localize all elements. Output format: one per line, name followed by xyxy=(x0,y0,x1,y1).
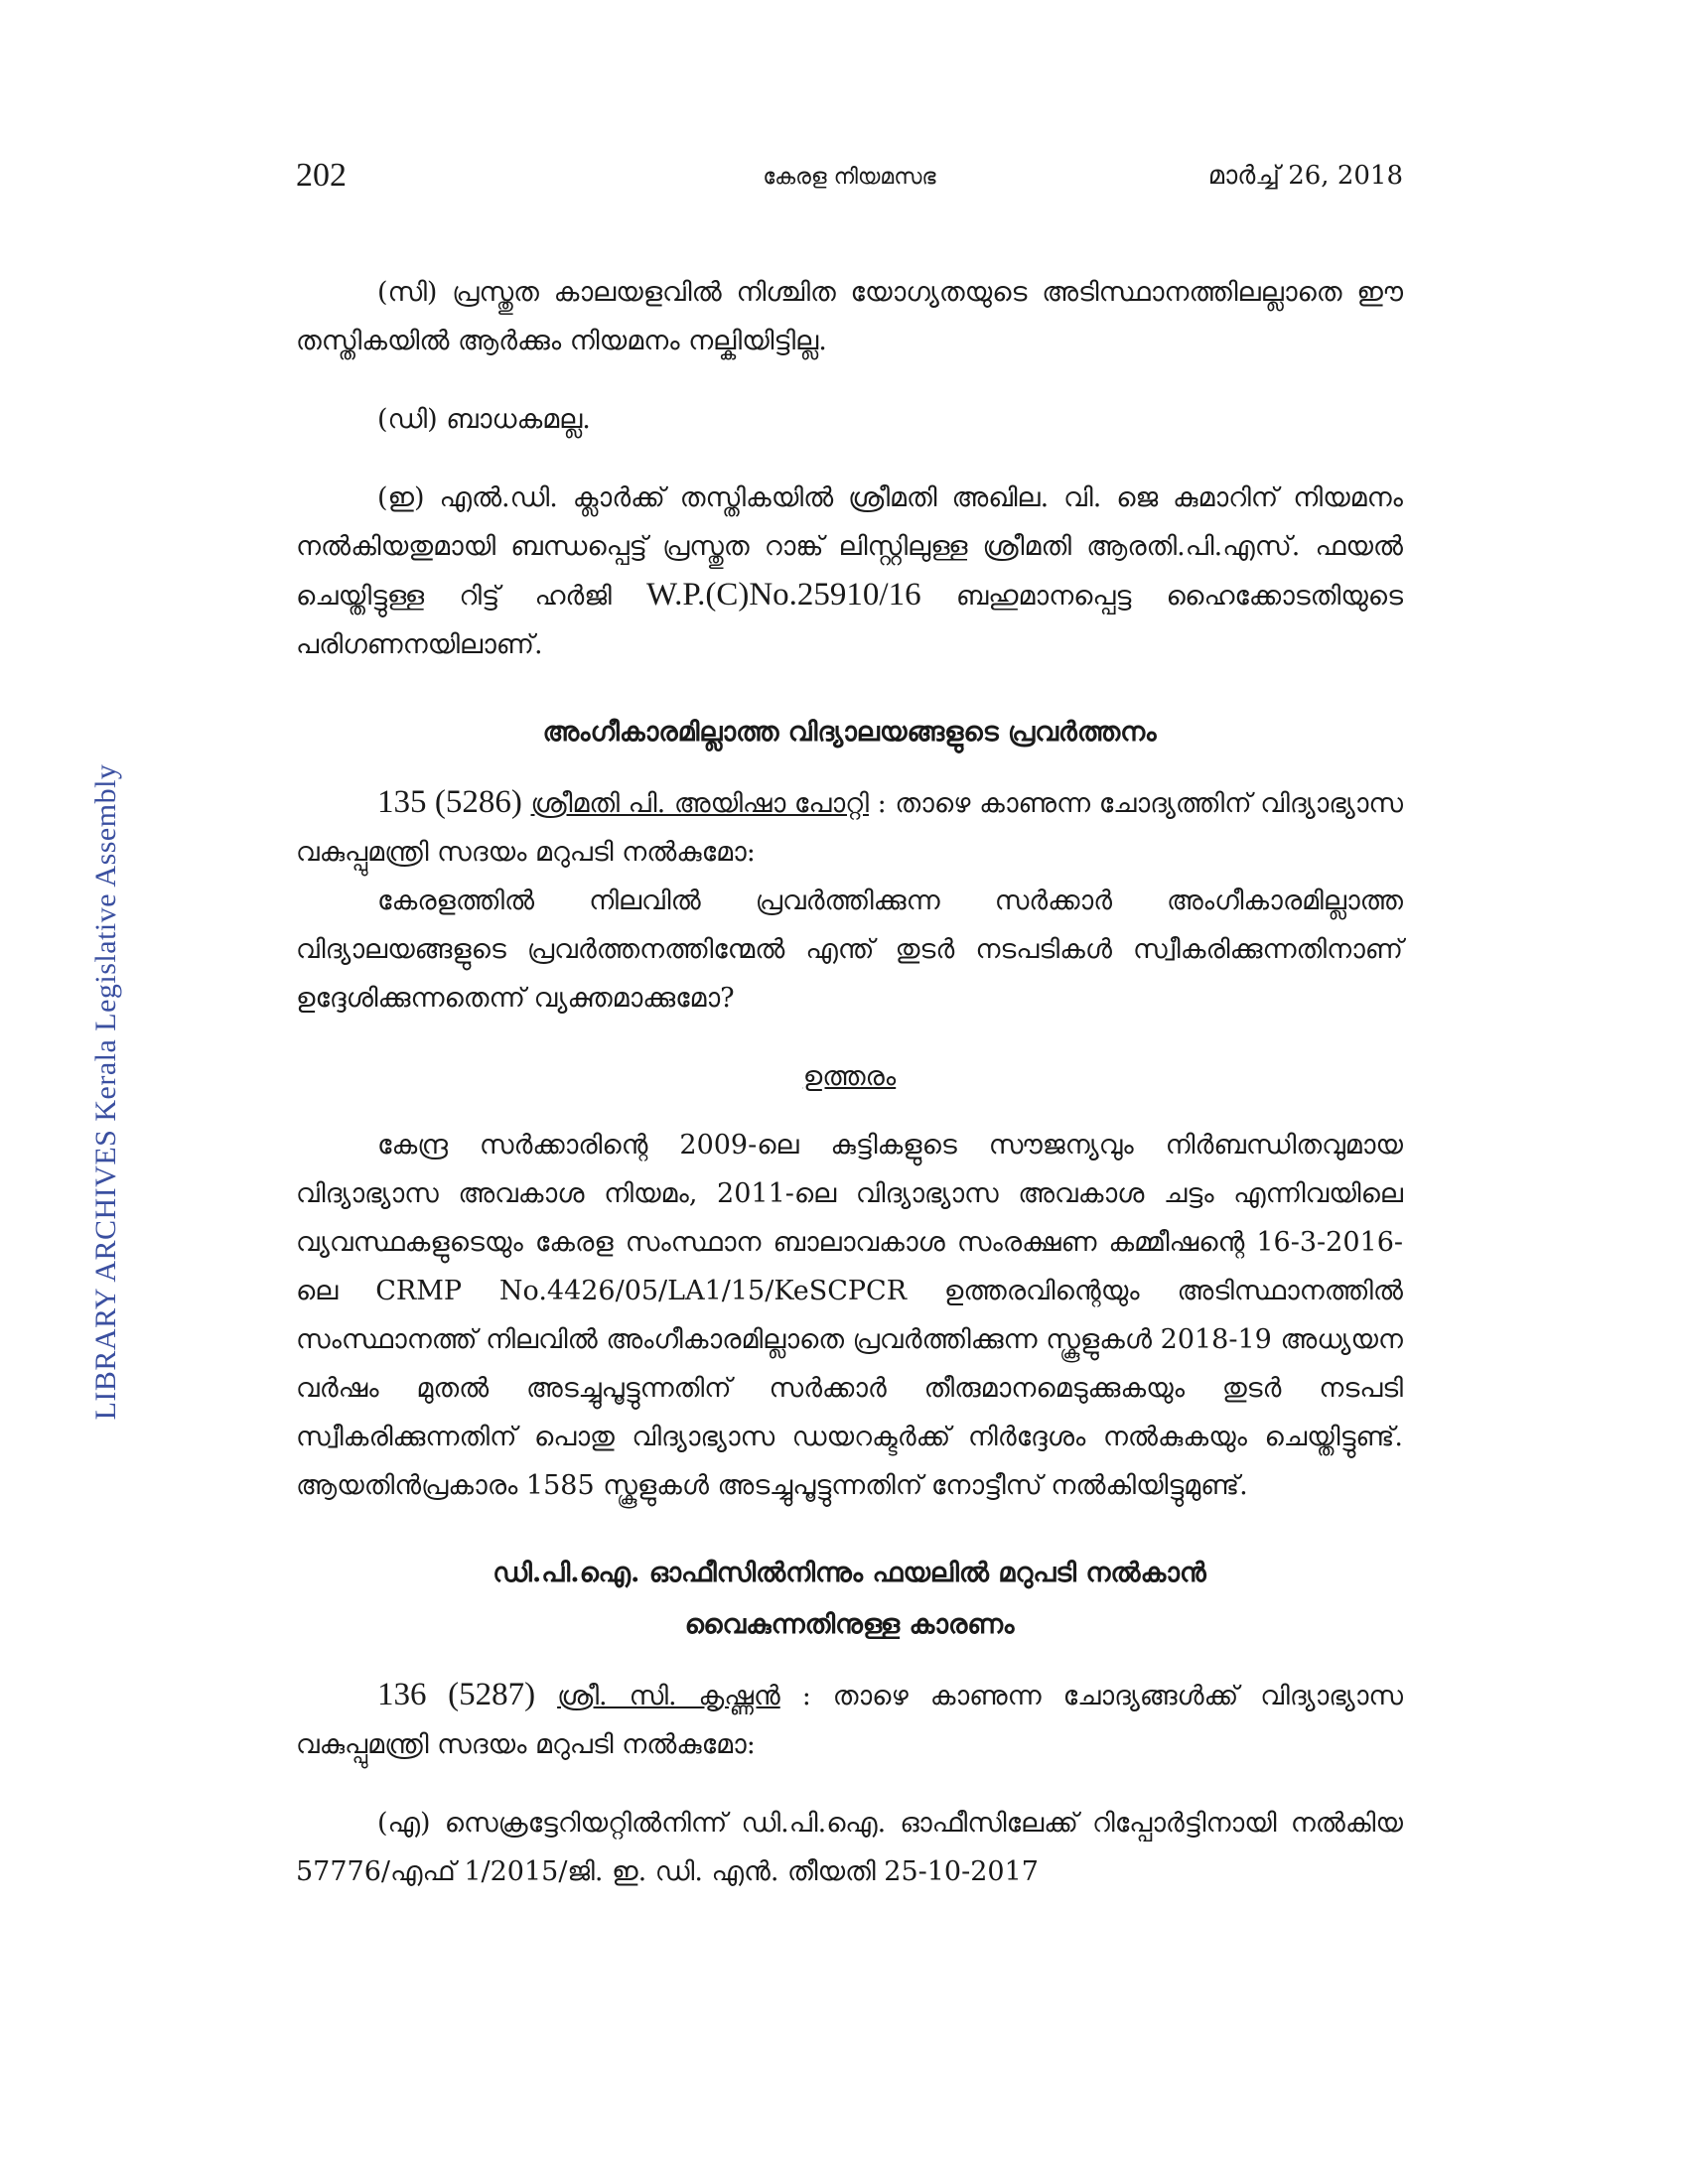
answer-135-text: കേന്ദ്ര സർക്കാരിന്റെ 2009-ലെ കുട്ടികളുടെ സൗജന്യവും നിർബന്ധിതവുമായ വിദ്യാഭ്യാസ അവകാശ നിയമം, 2011-ലെ വിദ്യാഭ്യാസ അവകാശ ചട്ടം എന്നിവയിലെ വ്യവസ്ഥകളുടെയും കേരള സംസ്ഥാന ബാലാവകാശ സംരക്ഷണ കമ്മീഷന്റെ 16-3-2016-ലെ CRMP No.4426/05/LA1/15/KeSCPCR ഉത്തരവിന്റെയും അടിസ്ഥാനത്തിൽ സംസ്ഥാനത്ത് നിലവിൽ അംഗീകാരമില്ലാതെ പ്രവർത്തിക്കുന്ന സ്കൂളുകൾ 2018-19 അധ്യയന വർഷം മുതൽ അടച്ചുപൂട്ടുന്നതിന് സർക്കാർ തീരുമാനമെടുക്കുകയും തുടർ നടപടി സ്വീകരിക്കുന്നതിന് പൊതു വിദ്യാഭ്യാസ ഡയറക്ടർക്ക് നിർദ്ദേശം നൽകുകയും ചെയ്തിട്ടുണ്ട്. ആയതിൻപ്രകാരം 1585 സ്കൂളുകൾ അടച്ചുപൂട്ടുന്നതിന് നോട്ടീസ് നൽകിയിട്ടുമുണ്ട്. xyxy=(296,1130,1403,1501)
page-header xyxy=(296,157,1403,206)
reply-c: (സി) പ്രസ്തുത കാലയളവിൽ നിശ്ചിത യോഗ്യതയുടെ അടിസ്ഥാനത്തിലല്ലാതെ ഈ തസ്തികയിൽ ആർക്കും നിയമനം നല്കിയിട്ടില്ല. xyxy=(296,277,1403,356)
question-136-intro xyxy=(296,1671,1403,1769)
question-135-intro xyxy=(296,778,1403,877)
writ-petition-number: W.P.(C)No.25910/16 xyxy=(646,577,921,613)
reply-d: (ഡി) ബാധകമല്ല. xyxy=(377,404,591,435)
archive-watermark: LIBRARY ARCHIVES Kerala Legislative Assembly xyxy=(89,763,122,1421)
reply-e-end: ബഹുമാനപ്പെട്ട ഹൈക്കോടതിയുടെ പരിഗണനയിലാണ്. xyxy=(296,581,1403,660)
reply-e-text: (ഇ) എൽ.ഡി. ക്ലാർക്ക് തസ്തികയിൽ ശ്രീമതി അഖില. വി. ജെ കുമാറിന് നിയമനം നൽകിയതുമായി ബന്ധപ്പെട്ട് പ്രസ്തുത റാങ്ക് ലിസ്റ്റിലുള്ള ശ്രീമതി ആരതി.പി.എസ്. ഫയൽ ചെയ്തിട്ടുള്ള റിട്ട് ഹർജി xyxy=(296,482,1403,612)
question-135-text: കേരളത്തിൽ നിലവിൽ പ്രവർത്തിക്കുന്ന സർക്കാർ അംഗീകാരമില്ലാത്ത വിദ്യാലയങ്ങളുടെ പ്രവർത്തനത്തിന്മേൽ എന്ത് തുടർ നടപടികൾ സ്വീകരിക്കുന്നതിനാണ് ഉദ്ദേശിക്കുന്നതെന്ന് വ്യക്തമാക്കുമോ? xyxy=(296,886,1403,1014)
question-136-member: ശ്രീ. സി. കൃഷ്ണൻ xyxy=(557,1681,780,1711)
question-135-number: 135 (5286) xyxy=(377,784,522,820)
question-135-member: ശ്രീമതി പി. അയിഷാ പോറ്റി xyxy=(530,788,869,819)
question-136-intro-text: : താഴെ കാണുന്ന ചോദ്യങ്ങൾക്ക് വിദ്യാഭ്യാസ വകുപ്പുമന്ത്രി സദയം മറുപടി നൽകുമോ: xyxy=(296,1681,1403,1760)
question-136-number: 136 (5287) xyxy=(377,1677,536,1712)
document-body xyxy=(296,268,1403,1896)
reply-e xyxy=(296,474,1403,669)
running-title: കേരള നിയമസഭ xyxy=(763,165,936,190)
question-135-intro-text: : താഴെ കാണുന്ന ചോദ്യത്തിന് വിദ്യാഭ്യാസ വകുപ്പുമന്ത്രി സദയം മറുപടി നൽകുമോ: xyxy=(296,788,1403,868)
answer-label: ഉത്തരം xyxy=(802,1061,897,1092)
question-136-heading-line2: വൈകുന്നതിനുള്ള കാരണം xyxy=(684,1609,1015,1640)
question-135-heading: അംഗീകാരമില്ലാത്ത വിദ്യാലയങ്ങളുടെ പ്രവർത്തനം xyxy=(542,717,1157,748)
header-date: മാർച്ച് 26, 2018 xyxy=(1207,161,1403,191)
question-136-part-a: (എ) സെക്രട്ടേറിയറ്റിൽനിന്ന് ഡി.പി.ഐ. ഓഫീസിലേക്ക് റിപ്പോർട്ടിനായി നൽകിയ 57776/എഫ് 1/2015/ജി. ഇ. ഡി. എൻ. തീയതി 25-10-2017 xyxy=(296,1808,1403,1887)
question-136-heading-line1: ഡി.പി.ഐ. ഓഫീസിൽനിന്നും ഫയലിൽ മറുപടി നൽകാൻ xyxy=(492,1558,1206,1588)
answer-135-heading xyxy=(296,1052,1403,1101)
page-number: 202 xyxy=(296,157,347,194)
